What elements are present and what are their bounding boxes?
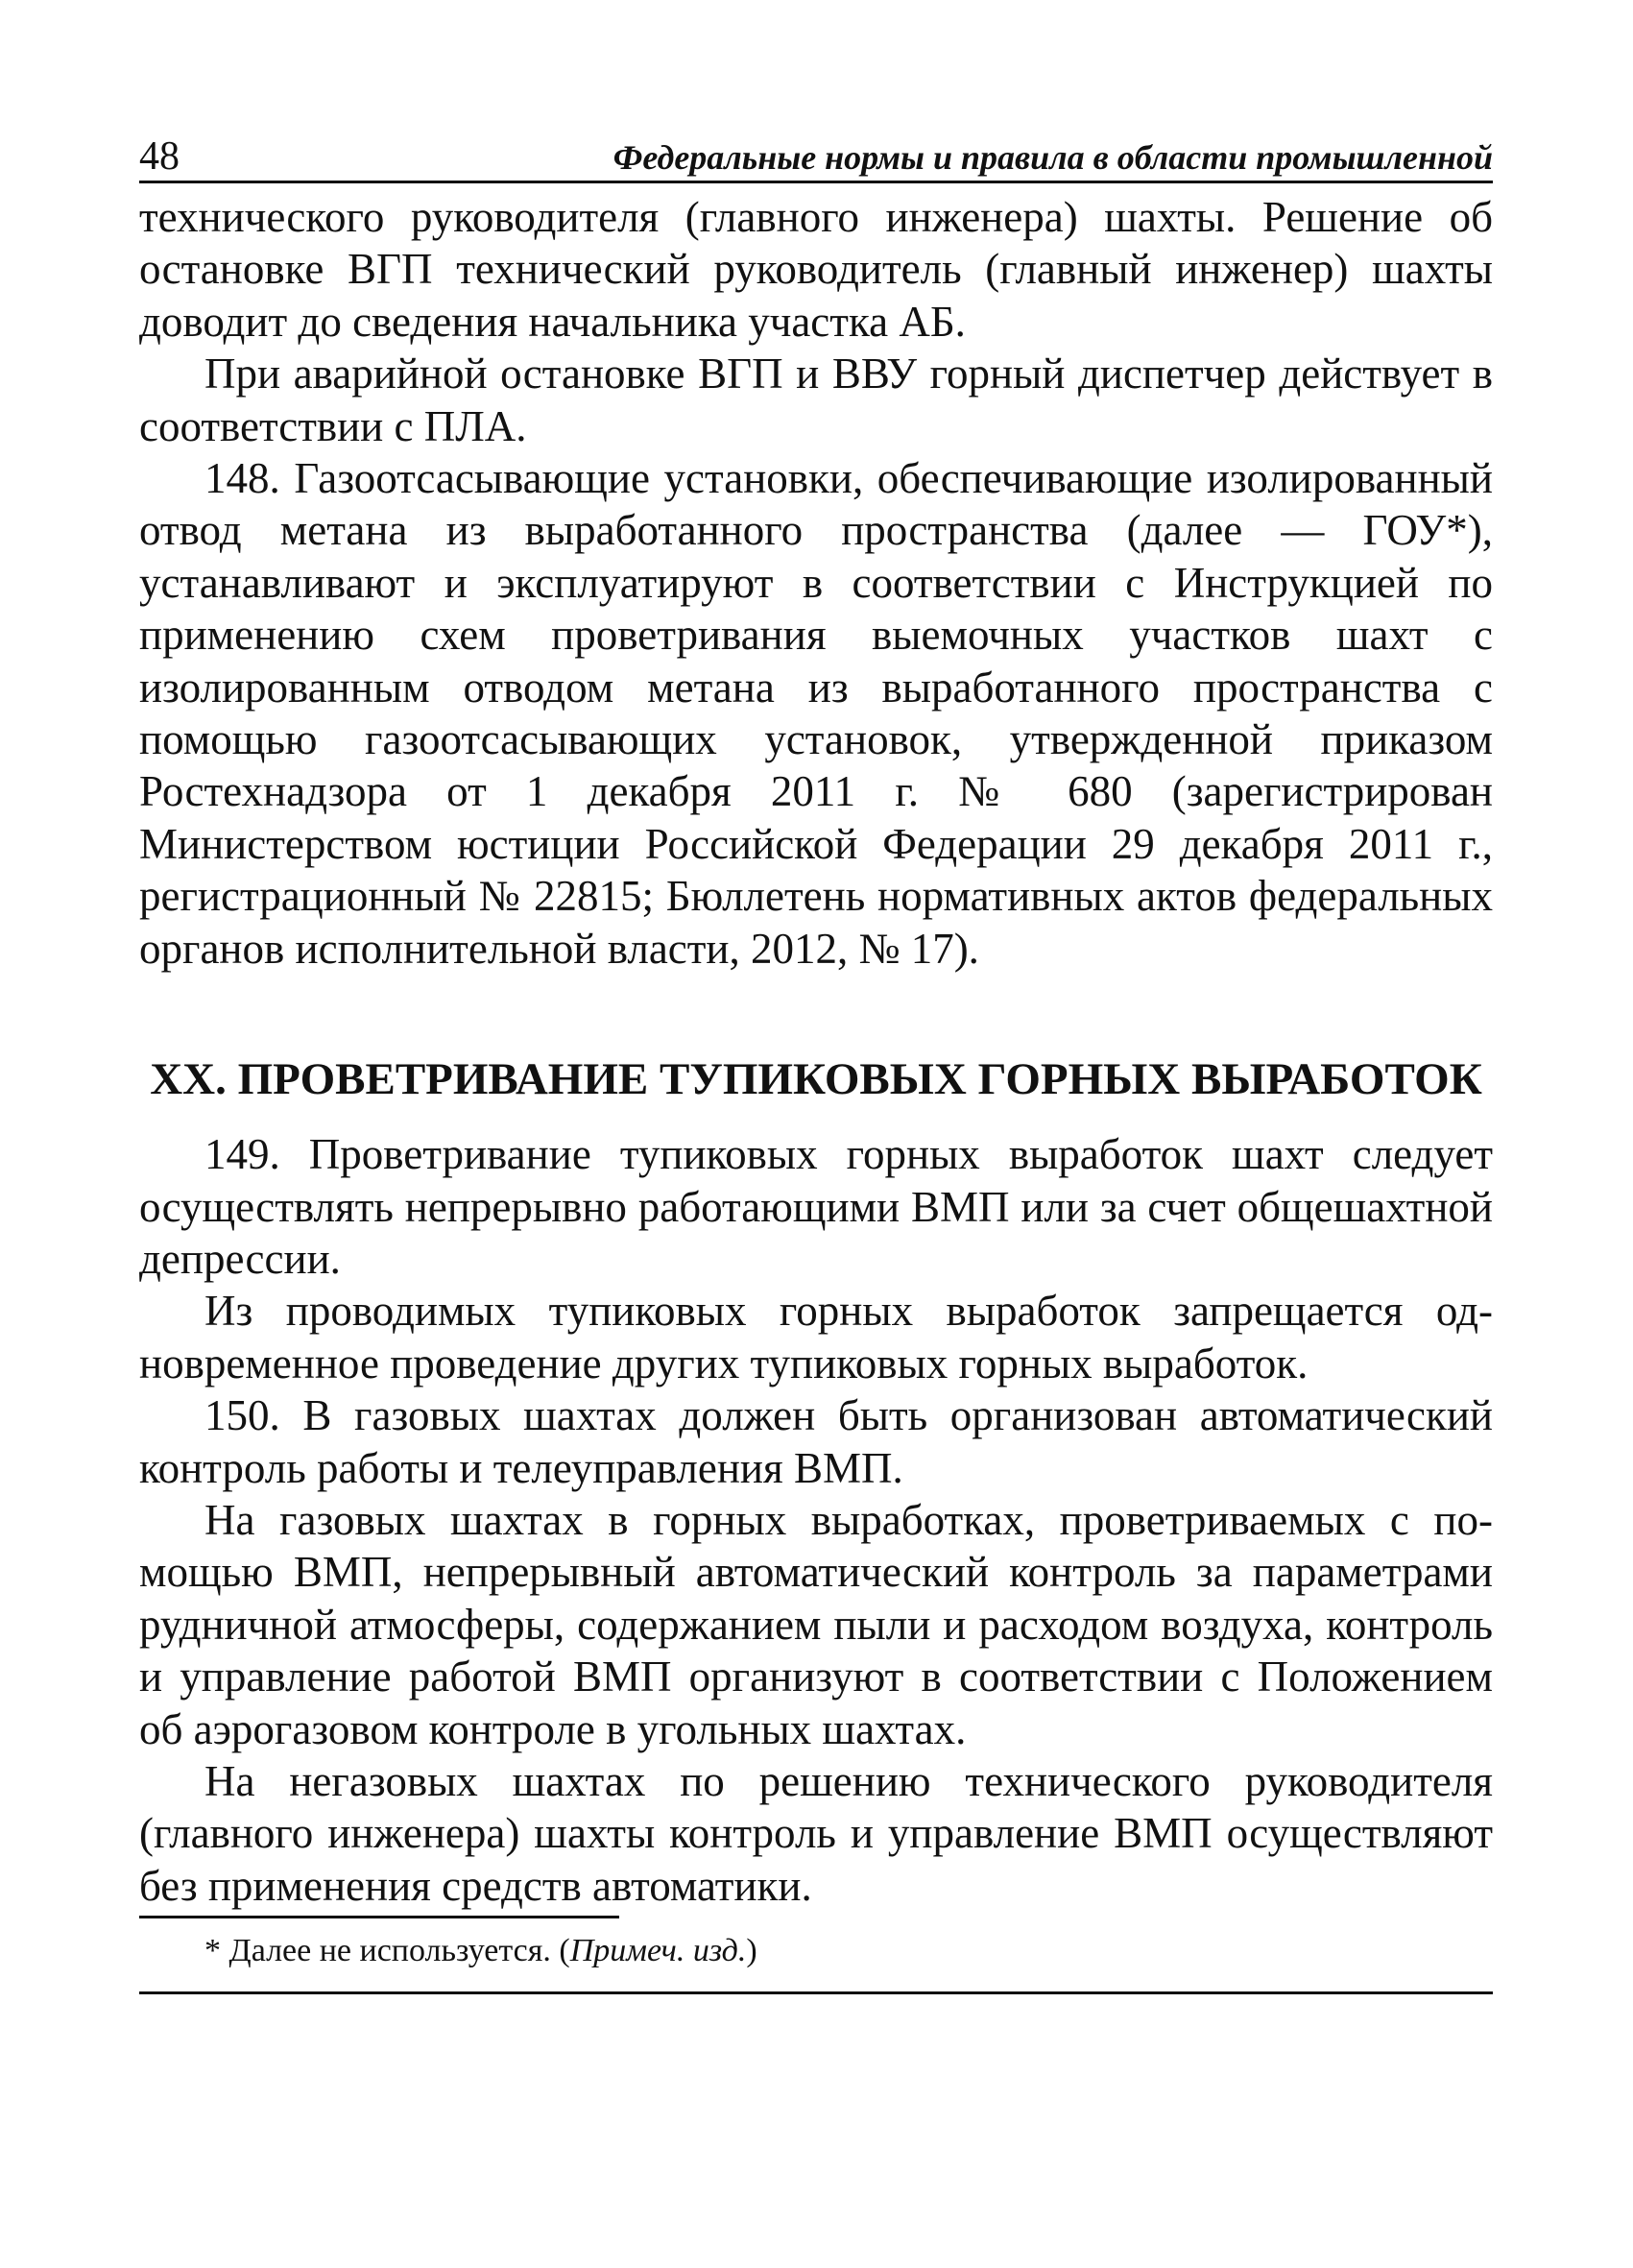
running-title: Федеральные нормы и правила в области промышленной	[612, 138, 1493, 177]
footnote-close: )	[746, 1933, 757, 1969]
paragraph-gas-mines-control: На газовых шахтах в горных выработках, проветриваемых с помощью ВМП, непрерывный автоматический контроль за параметрами рудничной атмосферы, содержанием пыли и расходом воздуха, контроль и управление работой ВМП организуют в соответствии с Положением об аэрогазовом контроле в угольных шахтах.	[139, 1495, 1493, 1753]
paragraph-continuation: технического руководителя (главного инженера) шахты. Решение об остановке ВГП технический руководитель (главный инженер) шахты доводит до сведения начальника участка АБ.	[139, 193, 1493, 346]
page-number: 48	[139, 134, 180, 179]
paragraph-148: 148. Газоотсасывающие установки, обеспечивающие изолированный отвод метана из выработанного пространства (далее — ГОУ*), устанавливают и эксплуатируют в соответствии с Инструкцией по применению схем проветривания выемочных участков шахт с изолированным отводом метана из выработанного пространства с помощью газоотсасывающих установок, утвержденной приказом Ростехнадзора от 1 декабря 2011 г. № 680 (зарегистрирован Министерством юстиции Российской Федерации 29 декабря 2011 г., регистрационный № 22815; Бюллетень нормативных актов федеральных органов исполнительной власти, 2012, № 17).	[139, 454, 1493, 973]
paragraph-dead-end-prohibition: Из проводимых тупиковых горных выработок запрещается одновременное проведение других тупиковых горных выработок.	[139, 1287, 1493, 1387]
footnote-divider	[139, 1916, 619, 1918]
running-header	[139, 125, 1493, 183]
section-heading: XX. ПРОВЕТРИВАНИЕ ТУПИКОВЫХ ГОРНЫХ ВЫРАБОТОК	[150, 1054, 1482, 1105]
document-page	[139, 125, 1493, 1994]
footnote	[139, 1932, 1493, 1970]
paragraph-150: 150. В газовых шахтах должен быть организован автоматический контроль работы и телеуправления ВМП.	[139, 1391, 1493, 1492]
footnote-publisher-note: Примеч. изд.	[569, 1933, 747, 1969]
bottom-divider	[139, 1991, 1493, 1994]
paragraph-149: 149. Проветривание тупиковых горных выработок шахт следует осуществлять непрерывно работающими ВМП или за счет общешахтной депрессии.	[139, 1130, 1493, 1283]
paragraph-emergency-stop: При аварийной остановке ВГП и ВВУ горный диспетчер действует в соответствии с ПЛА.	[139, 350, 1493, 450]
body-text	[139, 191, 1493, 1912]
footnote-text: * Далее не используется. (	[204, 1933, 570, 1969]
paragraph-non-gas-mines: На негазовых шахтах по решению технического руководителя (главного инженера) шахты контроль и управление ВМП осуществляют без применения средств автоматики.	[139, 1756, 1493, 1910]
